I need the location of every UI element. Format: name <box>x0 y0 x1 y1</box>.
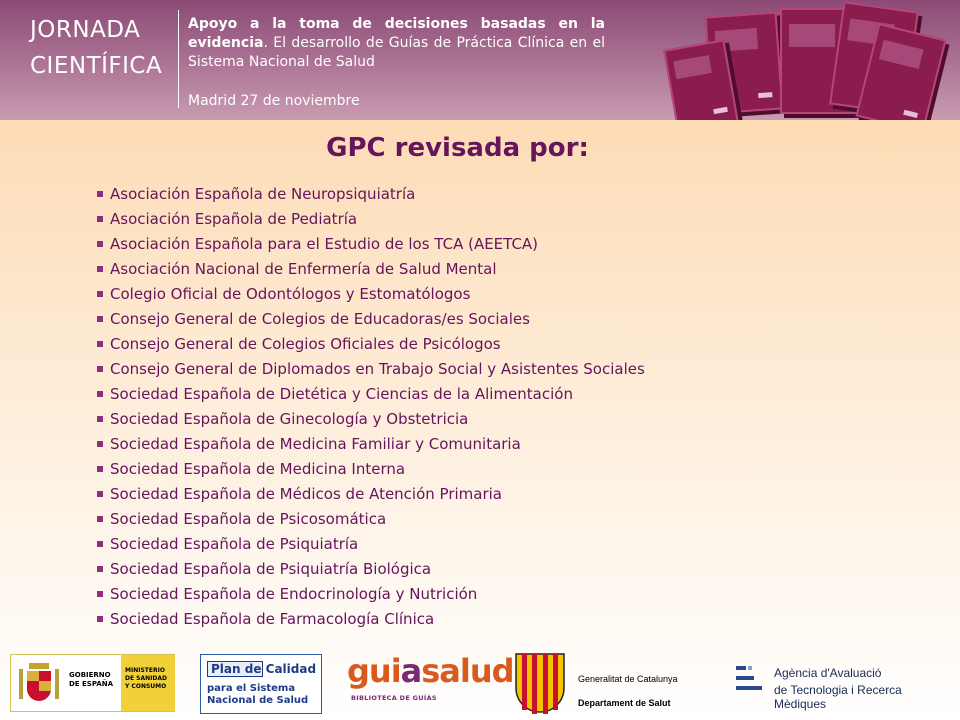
guiasalud-part-c: salud <box>421 652 514 690</box>
list-item: Sociedad Española de Medicina Familiar y Comunitaria <box>97 432 645 457</box>
footer-logos <box>0 640 960 720</box>
event-title-line1: JORNADA <box>30 17 141 43</box>
list-item: Sociedad Española de Medicina Interna <box>97 457 645 482</box>
list-item: Consejo General de Colegios Oficiales de Psicólogos <box>97 332 645 357</box>
guiasalud-subtitle: BIBLIOTECA DE GUÍAS <box>351 694 437 702</box>
guiasalud-part-a: gui <box>347 652 401 690</box>
list-item: Colegio Oficial de Odontólogos y Estomatólogos <box>97 282 645 307</box>
page-title: GPC revisada por: <box>326 133 589 163</box>
agencia-line1: Agència d'Avaluació <box>774 666 882 680</box>
list-item: Asociación Española de Neuropsiquiatría <box>97 182 645 207</box>
guiasalud-logo <box>343 650 514 714</box>
list-item: Sociedad Española de Endocrinología y Nutrición <box>97 582 645 607</box>
list-item: Sociedad Española de Dietética y Ciencias de la Alimentación <box>97 382 645 407</box>
event-title-line2: CIENTÍFICA <box>30 53 163 79</box>
departament-label: Departament de Salut <box>578 698 671 708</box>
event-date: Madrid 27 de noviembre <box>188 93 360 109</box>
agencia-avaluacio-logo <box>730 656 955 711</box>
list-item: Sociedad Española de Psiquiatría <box>97 532 645 557</box>
ministerio-label: MINISTERIO DE SANIDAD Y CONSUMO <box>125 667 167 690</box>
list-item: Asociación Española de Pediatría <box>97 207 645 232</box>
catalonia-shield-icon <box>512 650 568 716</box>
organization-list <box>97 182 645 632</box>
list-item: Asociación Española para el Estudio de los TCA (AEETCA) <box>97 232 645 257</box>
guiasalud-part-b: a <box>400 652 422 690</box>
header-banner <box>0 0 960 120</box>
guiasalud-wordmark <box>347 652 514 690</box>
spain-crest-icon <box>15 659 63 707</box>
agencia-mark-icon <box>734 660 768 696</box>
list-item: Asociación Nacional de Enfermería de Salud Mental <box>97 257 645 282</box>
list-item: Consejo General de Colegios de Educadoras/es Sociales <box>97 307 645 332</box>
plan-line2: para el Sistema Nacional de Salud <box>207 683 309 706</box>
list-item: Sociedad Española de Psiquiatría Biológica <box>97 557 645 582</box>
event-title <box>30 12 162 84</box>
header-divider <box>178 10 179 108</box>
subtitle-rest: . El desarrollo de Guías de Práctica Clínica en el Sistema Nacional de Salud <box>188 35 605 70</box>
list-item: Sociedad Española de Farmacología Clínica <box>97 607 645 632</box>
plan-line1: Plan de Calidad <box>211 662 317 676</box>
plan-calidad-logo <box>200 654 322 714</box>
generalitat-logo <box>510 648 710 718</box>
generalitat-label: Generalitat de Catalunya <box>578 674 678 684</box>
list-item: Sociedad Española de Psicosomática <box>97 507 645 532</box>
guide-covers-image <box>640 0 960 120</box>
gobierno-espana-logo <box>10 654 175 712</box>
list-item: Consejo General de Diplomados en Trabajo Social y Asistentes Sociales <box>97 357 645 382</box>
gobierno-label: GOBIERNO DE ESPAÑA <box>69 671 114 688</box>
event-subtitle <box>188 15 605 72</box>
list-item: Sociedad Española de Médicos de Atención Primaria <box>97 482 645 507</box>
agencia-line2: de Tecnologia i Recerca Mèdiques <box>774 683 902 711</box>
list-item: Sociedad Española de Ginecología y Obstetricia <box>97 407 645 432</box>
subtitle-bold: Apoyo a la toma de decisiones basadas en la evidencia <box>188 16 605 51</box>
